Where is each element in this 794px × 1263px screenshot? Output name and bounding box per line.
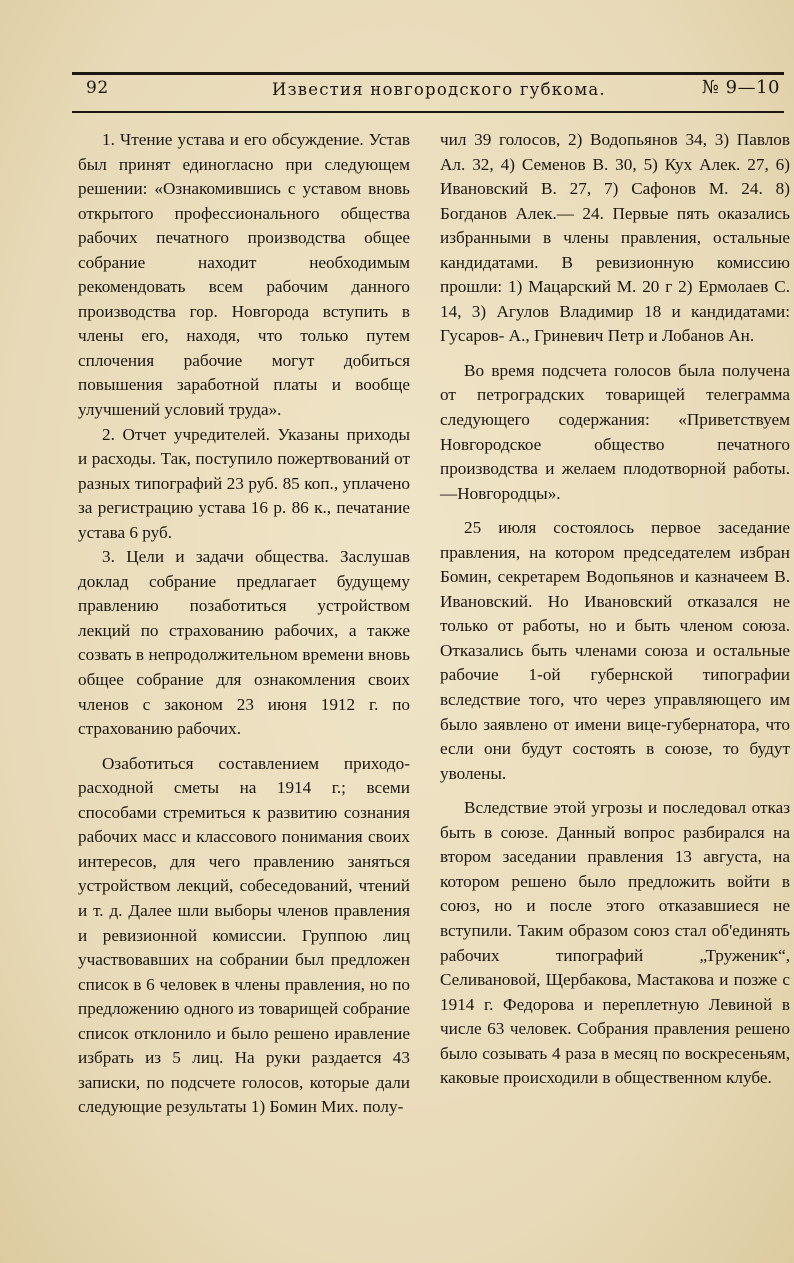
page-header (72, 64, 784, 112)
paragraph-item-3: 3. Цели и задачи общества. Заслушав доклад собрание предлагает будущему правлению позаботиться устройством лекций по страхованию рабочих, а также созвать в непродолжительном времени вновь общее собрание для ознакомления своих членов с законом 23 июня 1912 г. по страхованию рабочих. (78, 547, 410, 739)
journal-title: Известия новгородского губкома. (272, 80, 606, 99)
issue-number: № 9—10 (701, 77, 780, 98)
paragraph-continuation: чил 39 голосов, 2) Водопьянов 34, 3) Павлов Ал. 32, 4) Семенов В. 30, 5) Кух Алек. 27, 6) Ивановский В. 27, 7) Сафонов М. 24. 8) Богданов Алек.— 24. Первые пять оказались избранными в члены правления, остальные кандидатами. В ревизионную комиссию прошли: 1) Мацарский М. 20 г 2) Ермолаев С. 14, 3) Агулов Владимир 18 и кандидатами: Гусаров- А., Гриневич Петр и Лобанов Ан. (440, 130, 790, 346)
page-number: 92 (86, 78, 109, 98)
right-column (440, 128, 790, 1091)
paragraph-telegram: Во время подсчета голосов была получена от петроградских товарищей телеграмма следующего содержания: «Приветствуем Новгородское общество печатного производства и желаем плодотворной работы.—Новгородцы». (440, 360, 790, 503)
paragraph-item-1: 1. Чтение устава и его обсуждение. Устав был принят единогласно при следующем решении: «Ознакомившись с уставом вновь открытого профессионального общества рабочих печатного производства общее собрание находит необходимым рекомендовать всем рабочим данного производства гор. Новгорода вступить в члены его, находя, что только путем сплочения рабочие могут добиться повышения заработной платы и вообще улучшений условий труда». (78, 130, 410, 420)
header-bottom-rule (72, 111, 784, 113)
header-top-rule (72, 72, 784, 75)
left-column (78, 128, 410, 1120)
paragraph-item-2: 2. Отчет учредителей. Указаны приходы и расходы. Так, поступило пожертвований от разных типографий 23 руб. 85 коп., уплачено за регистрацию устава 16 р. 86 к., печатание устава 6 руб. (78, 424, 410, 542)
paragraph-first-meeting: 25 июля состоялось первое заседание правления, на котором председателем избран Бомин, секретарем Водопьянов и казначеем В. Ивановский. Но Ивановский отказался не только от работы, но и быть членом союза. Отказались быть членами союза и остальные рабочие 1-ой губернской типографии вследствие того, что через управляющего им было заявлено от имени вице-губернатора, что если они будут состоять в союзе, то будут уволены. (440, 518, 790, 783)
paragraph-item-4: Озаботиться составлением приходо-расходной сметы на 1914 г.; всеми способами стремиться к развитию сознания рабочих масс и классового понимания своих интересов, для чего правлению заняться устройством лекций, собеседований, чтений и т. д. Далее шли выборы членов правления и ревизионной комиссии. Группою лиц участвовавших на собрании был предложен список в 6 человек в члены правления, но по предложению одного из товарищей собрание список отклонило и было решено иравление избрать из 5 лиц. На руки раздается 43 записки, по подсчете голосов, которые дали следующие результаты 1) Бомин Мих. полу- (78, 753, 410, 1117)
paragraph-second-meeting: Вследствие этой угрозы и последовал отказ быть в союзе. Данный вопрос разбирался на втором заседании правления 13 августа, на котором решено было предложить войти в союз, но и после этого отказавшиеся не вступили. Таким образом союз стал об'единять рабочих типографий „Труженик“, Селивановой, Щербакова, Мастакова и позже с 1914 г. Федорова и переплетную Левиной в числе 63 человек. Собрания правления решено было созывать 4 раза в месяц по воскресеньям, каковые происходили в общественном клубе. (440, 798, 790, 1088)
